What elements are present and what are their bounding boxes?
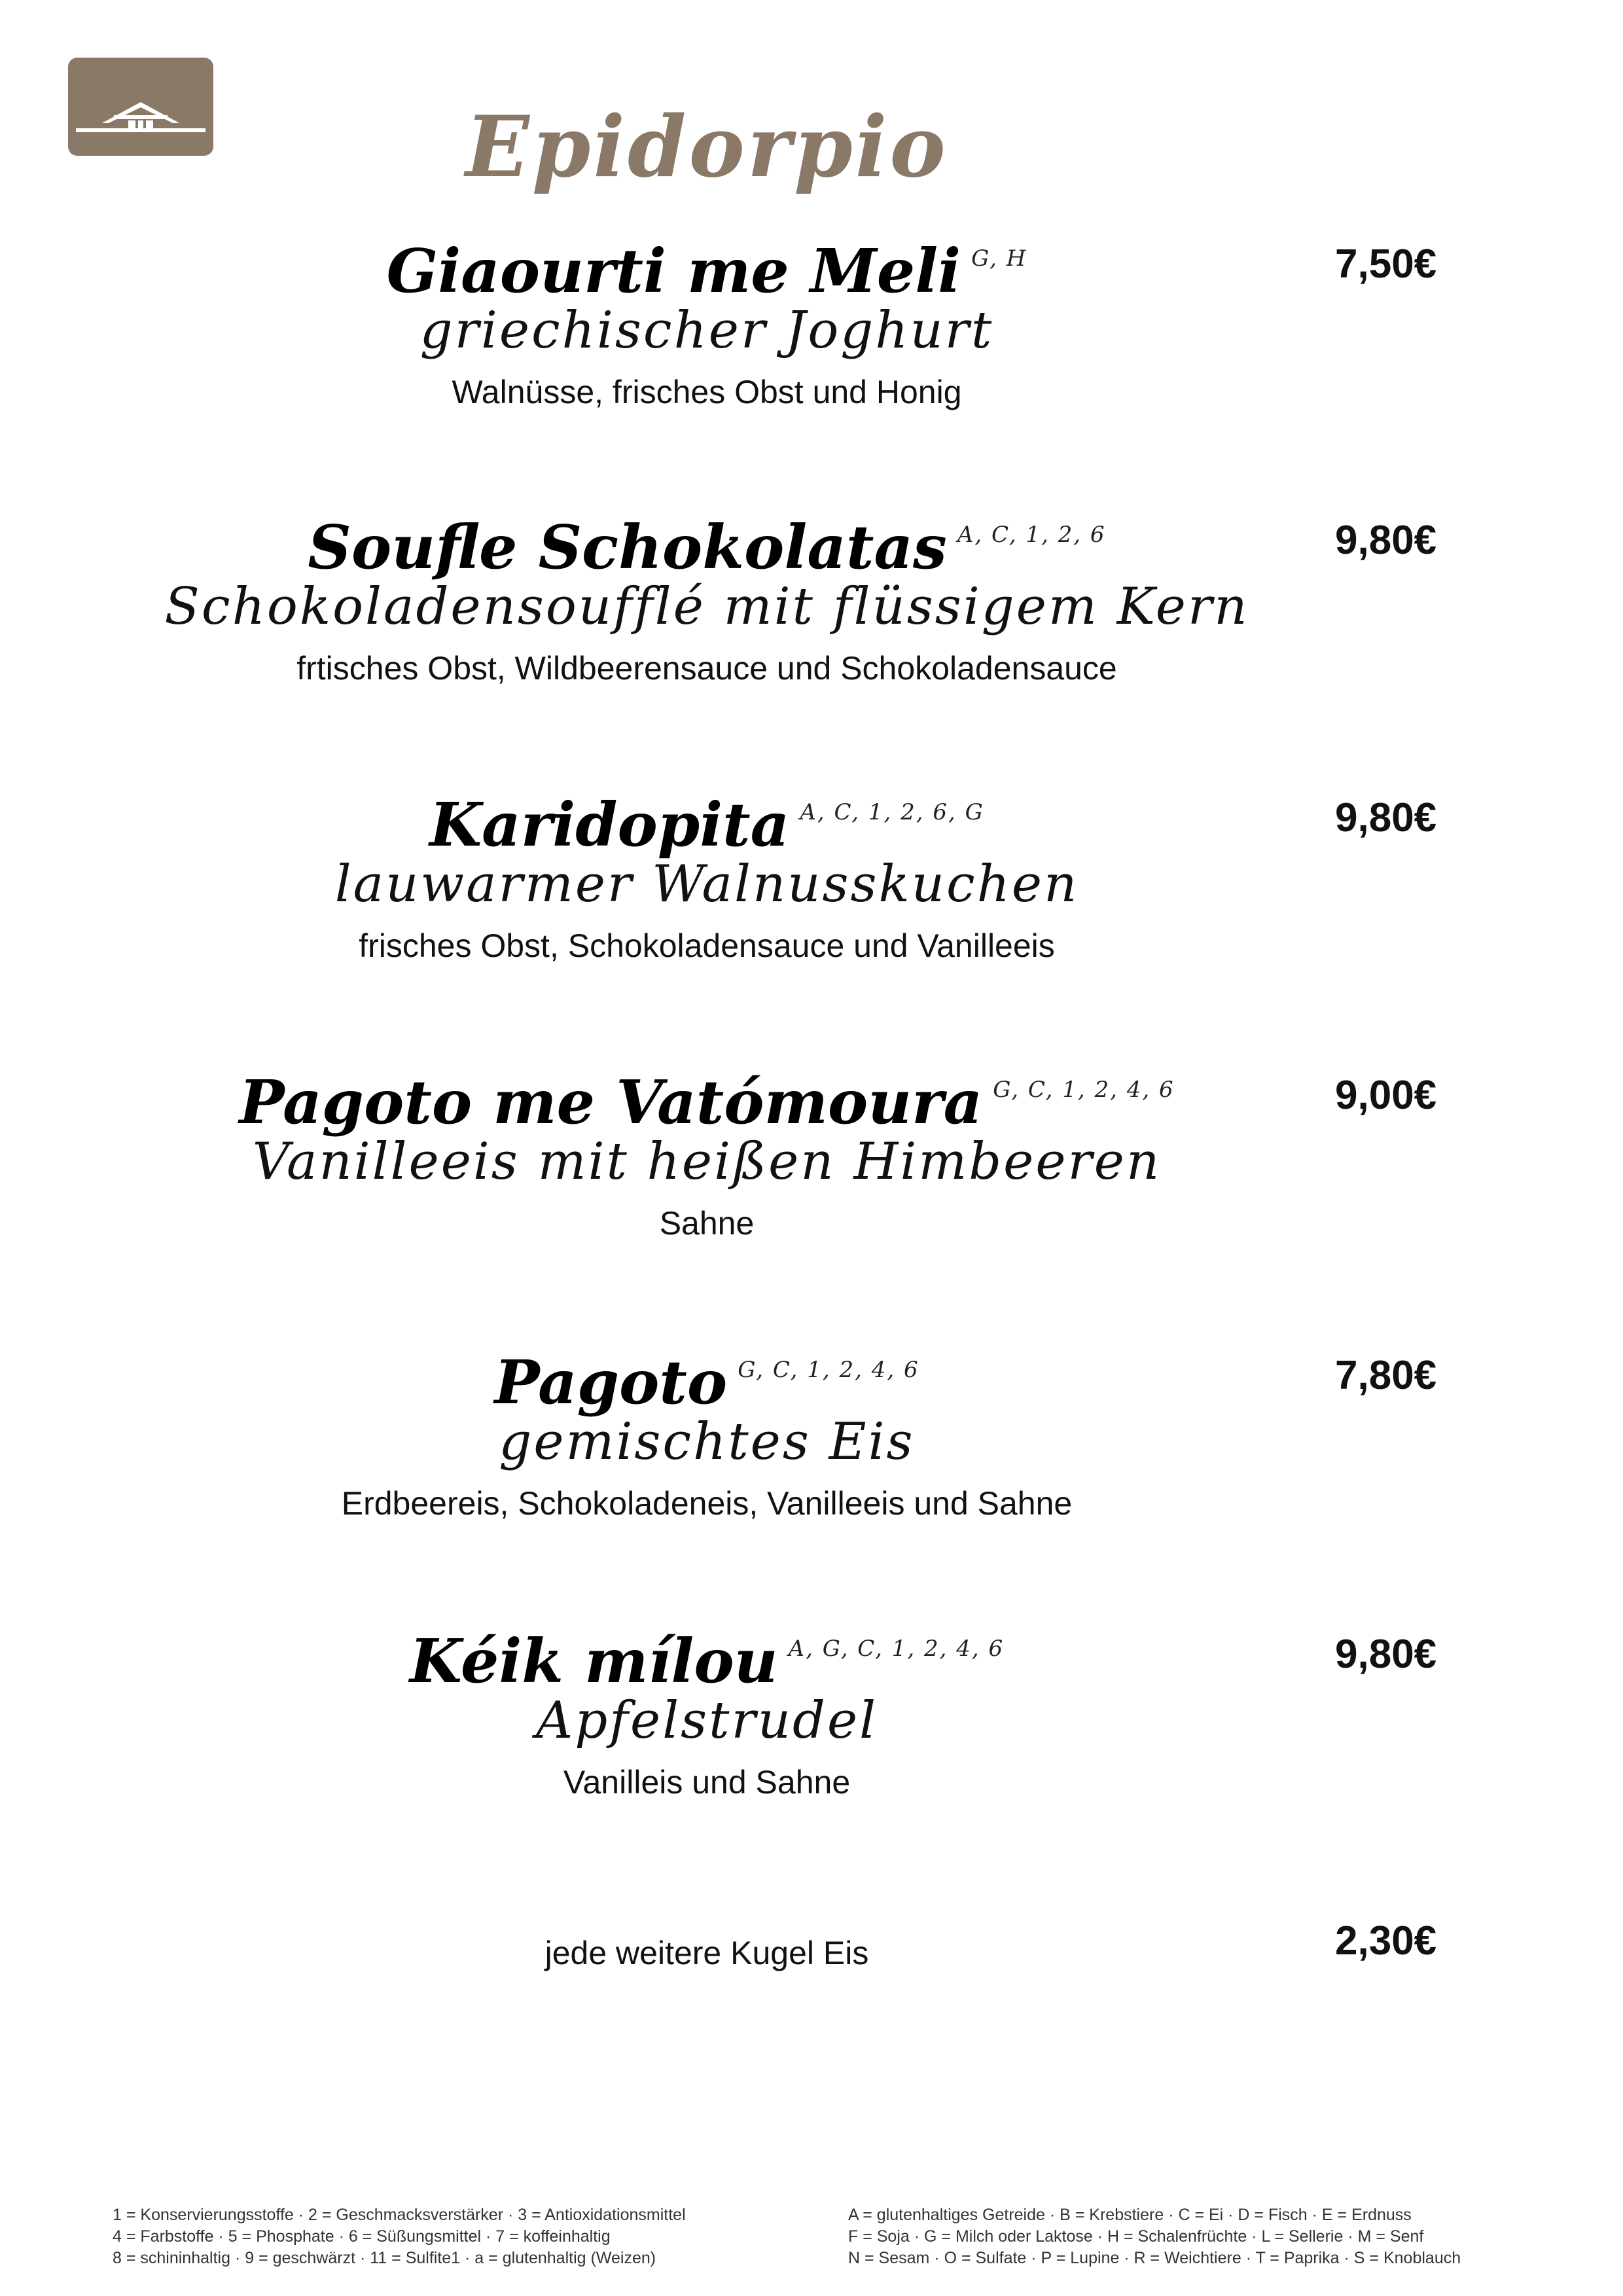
item-price: 9,00€ — [1335, 1073, 1437, 1118]
extra-scoop-price: 2,30€ — [1335, 1918, 1437, 1964]
item-name: Giaourti me Meli — [386, 236, 961, 306]
item-heading — [0, 512, 1414, 583]
item-description: Vanilleis und Sahne — [563, 1764, 851, 1801]
item-name: Kéik mílou — [409, 1626, 778, 1696]
item-description: frtisches Obst, Wildbeerensauce und Schokoladensauce — [296, 650, 1117, 687]
item-heading — [0, 236, 1414, 306]
item-description: Erdbeereis, Schokoladeneis, Vanilleeis und Sahne — [341, 1485, 1073, 1522]
additives-legend — [113, 2204, 819, 2269]
item-heading — [0, 1347, 1414, 1418]
item-name: Pagoto me Vatómoura — [239, 1067, 983, 1138]
item-price: 7,80€ — [1335, 1353, 1437, 1398]
item-allergens: A, C, 1, 2, 6, G — [800, 799, 984, 825]
item-subtitle: Schokoladensoufflé mit flüssigem Kern — [164, 577, 1249, 636]
item-subtitle: lauwarmer Walnusskuchen — [334, 855, 1079, 914]
legend-line: F = Soja · G = Milch oder Laktose · H = Schalenfrüchte · L = Sellerie · M = Senf — [848, 2227, 1424, 2246]
allergens-legend — [848, 2204, 1555, 2269]
item-subtitle: Apfelstrudel — [535, 1691, 878, 1750]
item-name: Soufle Schokolatas — [308, 512, 947, 583]
item-name: Karidopita — [429, 789, 790, 860]
item-allergens: G, H — [971, 245, 1027, 272]
legend-line: 1 = Konservierungsstoffe · 2 = Geschmacksverstärker · 3 = Antioxidationsmittel — [113, 2206, 686, 2224]
item-allergens: G, C, 1, 2, 4, 6 — [738, 1357, 919, 1383]
legend-line: A = glutenhaltiges Getreide · B = Krebstiere · C = Ei · D = Fisch · E = Erdnuss — [848, 2206, 1412, 2224]
item-price: 7,50€ — [1335, 242, 1437, 287]
item-description: frisches Obst, Schokoladensauce und Vanilleeis — [359, 927, 1055, 964]
item-price: 9,80€ — [1335, 1632, 1437, 1677]
legend-line: 4 = Farbstoffe · 5 = Phosphate · 6 = Süßungsmittel · 7 = koffeinhaltig — [113, 2227, 611, 2246]
item-description: Sahne — [659, 1205, 755, 1242]
legend-line: 8 = schininhaltig · 9 = geschwärzt · 11 = Sulfite1 · a = glutenhaltig (Weizen) — [113, 2249, 656, 2267]
item-heading — [0, 1067, 1414, 1138]
item-subtitle: gemischtes Eis — [499, 1412, 915, 1471]
item-allergens: A, C, 1, 2, 6 — [957, 522, 1106, 548]
extra-scoop-label: jede weitere Kugel Eis — [544, 1935, 869, 1971]
item-allergens: A, G, C, 1, 2, 4, 6 — [788, 1636, 1005, 1662]
item-price: 9,80€ — [1335, 518, 1437, 563]
item-allergens: G, C, 1, 2, 4, 6 — [993, 1077, 1175, 1103]
item-subtitle: griechischer Joghurt — [419, 301, 994, 360]
item-heading — [0, 789, 1414, 860]
item-subtitle: Vanilleeis mit heißen Himbeeren — [252, 1132, 1162, 1191]
item-price: 9,80€ — [1335, 795, 1437, 840]
page-title: Epidorpio — [465, 98, 948, 196]
item-description: Walnüsse, frisches Obst und Honig — [452, 374, 962, 410]
item-name: Pagoto — [494, 1347, 728, 1418]
item-heading — [0, 1626, 1414, 1696]
legend-line: N = Sesam · O = Sulfate · P = Lupine · R = Weichtiere · T = Paprika · S = Knoblauch — [848, 2249, 1461, 2267]
